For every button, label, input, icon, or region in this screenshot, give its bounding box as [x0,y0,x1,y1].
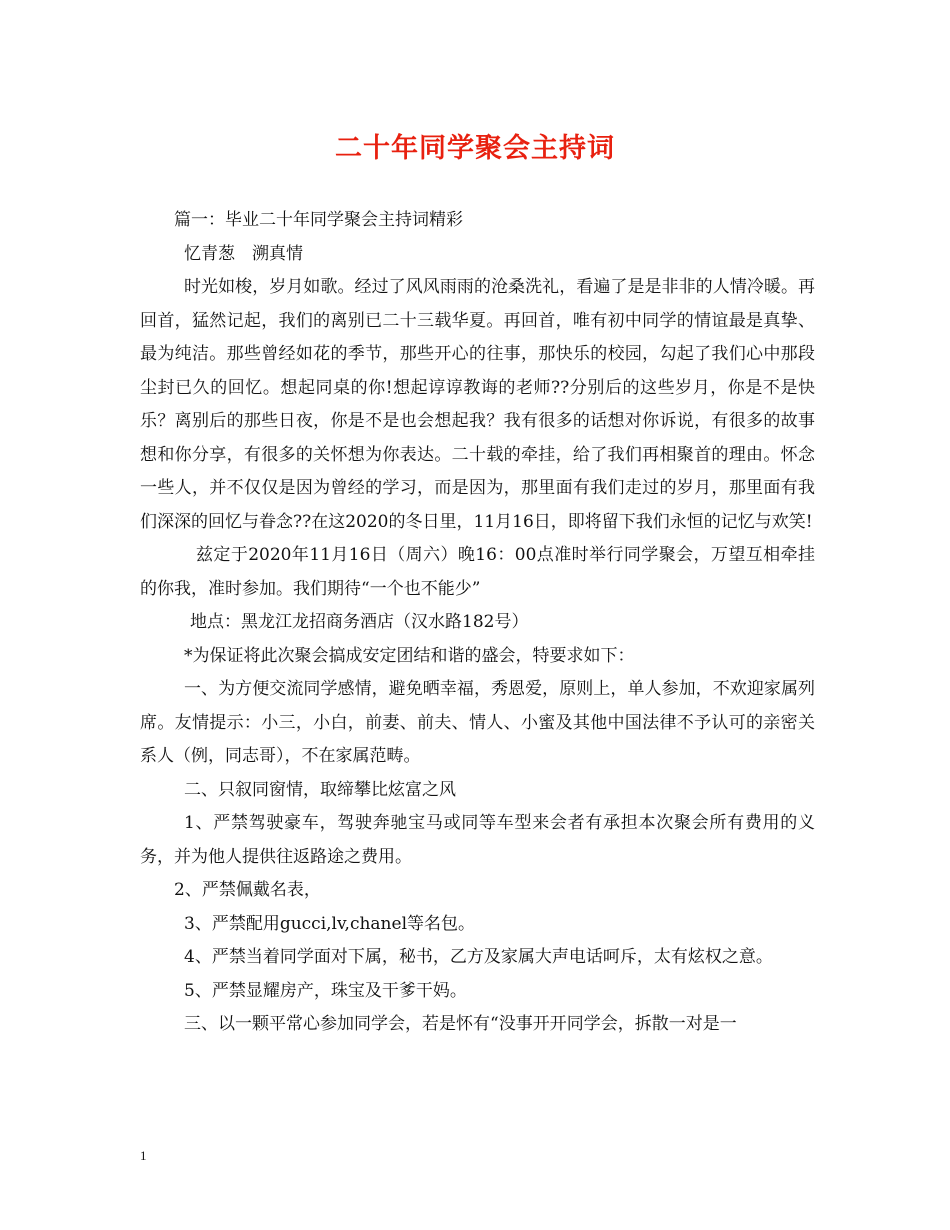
paragraph-item-1: 1、严禁驾驶豪车，驾驶奔驰宝马或同等车型来会者有承担本次聚会所有费用的义务，并为他人提供往返路途之费用。 [140,813,815,867]
paragraph-requirements: *为保证将此次聚会搞成安定团结和谐的盛会，特要求如下： [184,645,635,666]
page-number: 1 [140,1148,147,1163]
section-heading: 篇一：毕业二十年同学聚会主持词精彩 [174,210,463,230]
paragraph-intro: 时光如梭，岁月如歌。经过了风风雨雨的沧桑洗礼，看遍了是是非非的人情冷暖。再回首，猛然记起，我们的离别已二十三载华夏。再回首，唯有初中同学的情谊最是真挚、最为纯洁。那些曾经如花的季节，那些开心的往事，那快乐的校园，勾起了我们心中那段尘封已久的回忆。想起同桌的你!想起谆谆教诲的老师??分别后的这些岁月，你是不是快乐？离别后的那些日夜，你是不是也会想起我？我有很多的话想对你诉说，有很多的故事想和你分享，有很多的关怀想为你表达。二十载的牵挂，给了我们再相聚首的理由。怀念一些人，并不仅仅是因为曾经的学习，而是因为，那里面有我们走过的岁月，那里面有我们深深的回忆与眷念??在这2020的冬日里，11月16日，即将留下我们永恒的记忆与欢笑! [140,277,815,532]
document-body [140,204,815,1042]
paragraph-rule-1: 一、为方便交流同学感情，避免晒幸福，秀恩爱，原则上，单人参加，不欢迎家属列席。友情提示：小三，小白，前妻、前夫、情人、小蜜及其他中国法律不予认可的亲密关系人（例，同志哥），不在家属范畴。 [140,679,815,766]
paragraph-item-4: 4、严禁当着同学面对下属，秘书，乙方及家属大声电话呵斥，太有炫权之意。 [184,947,773,967]
subtitle: 忆青葱 溯真情 [184,243,303,264]
paragraph-rule-3: 三、以一颗平常心参加同学会，若是怀有“没事开开同学会，拆散一对是一 [184,1014,737,1034]
paragraph-location: 地点：黑龙江龙招商务酒店（汉水路182号） [190,612,529,632]
document-title: 二十年同学聚会主持词 [335,133,615,164]
paragraph-item-5: 5、严禁显耀房产，珠宝及干爹干妈。 [184,980,467,1001]
paragraph-item-2: 2、严禁佩戴名表， [174,880,321,900]
paragraph-item-3: 3、严禁配用gucci,lv,chanel等名包。 [184,913,476,934]
paragraph-notice: 兹定于2020年11月16日（周六）晚16：00点准时举行同学聚会，万望互相牵挂的你我，准时参加。我们期待“一个也不能少” [140,545,815,599]
paragraph-rule-2: 二、只叙同窗情，取缔攀比炫富之风 [184,779,456,800]
